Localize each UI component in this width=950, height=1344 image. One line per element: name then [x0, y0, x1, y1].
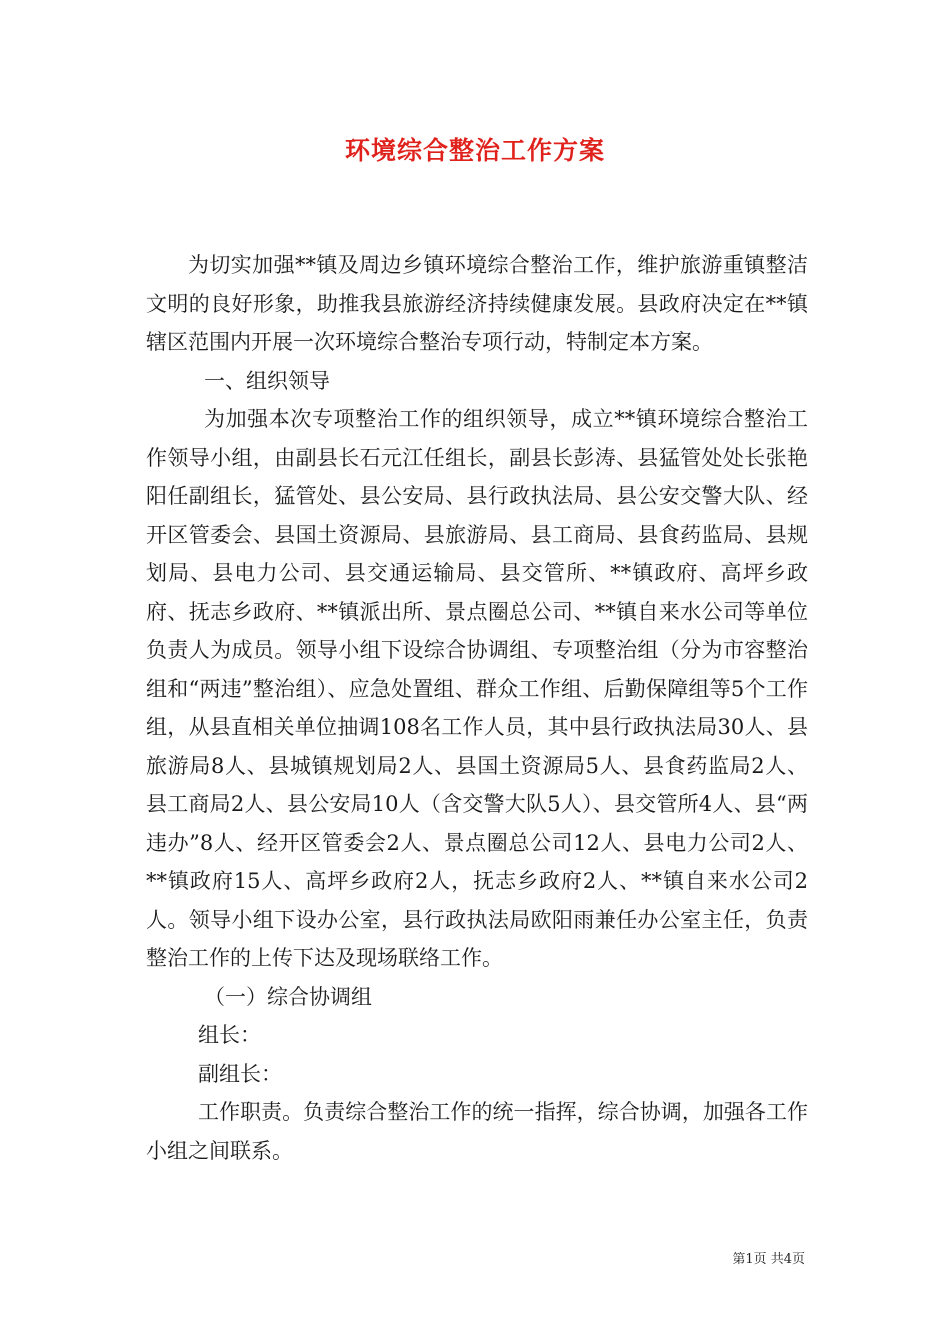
intro-paragraph: 为切实加强**镇及周边乡镇环境综合整治工作，维护旅游重镇整洁文明的良好形象，助推我县旅游经济持续健康发展。县政府决定在**镇辖区范围内开展一次环境综合整治专项行动，特制定本方案。	[146, 253, 808, 354]
document-body	[146, 246, 808, 1170]
organization-paragraph: 为加强本次专项整治工作的组织领导，成立**镇环境综合整治工作领导小组，由副县长石元江任组长，副县长彭涛、县猛管处处长张艳阳任副组长，猛管处、县公安局、县行政执法局、县公安交警大队、经开区管委会、县国土资源局、县旅游局、县工商局、县食药监局、县规划局、县电力公司、县交通运输局、县交管所、**镇政府、高坪乡政府、抚志乡政府、**镇派出所、景点圈总公司、**镇自来水公司等单位负责人为成员。领导小组下设综合协调组、专项整治组（分为市容整治组和“两违”整治组）、应急处置组、群众工作组、后勤保障组等5个工作组，从县直相关单位抽调108名工作人员，其中县行政执法局30人、县旅游局8人、县城镇规划局2人、县国土资源局5人、县食药监局2人、县工商局2人、县公安局10人（含交警大队5人）、县交管所4人、县“两违办”8人、经开区管委会2人、景点圈总公司12人、县电力公司2人、**镇政府15人、高坪乡政府2人，抚志乡政府2人、**镇自来水公司2人。领导小组下设办公室，县行政执法局欧阳雨兼任办公室主任，负责整治工作的上传下达及现场联络工作。	[146, 407, 808, 970]
deputy-leader-line: 副组长：	[198, 1061, 282, 1086]
duties-paragraph: 工作职责。负责综合整治工作的统一指挥，综合协调，加强各工作小组之间联系。	[146, 1100, 808, 1163]
group-leader-line: 组长：	[198, 1023, 261, 1047]
subsection-heading-coordination: （一）综合协调组	[204, 984, 372, 1009]
document-title: 环境综合整治工作方案	[344, 136, 605, 165]
page-number: 第1页 共4页	[732, 1252, 805, 1267]
section-heading-organization: 一、组织领导	[204, 368, 330, 393]
